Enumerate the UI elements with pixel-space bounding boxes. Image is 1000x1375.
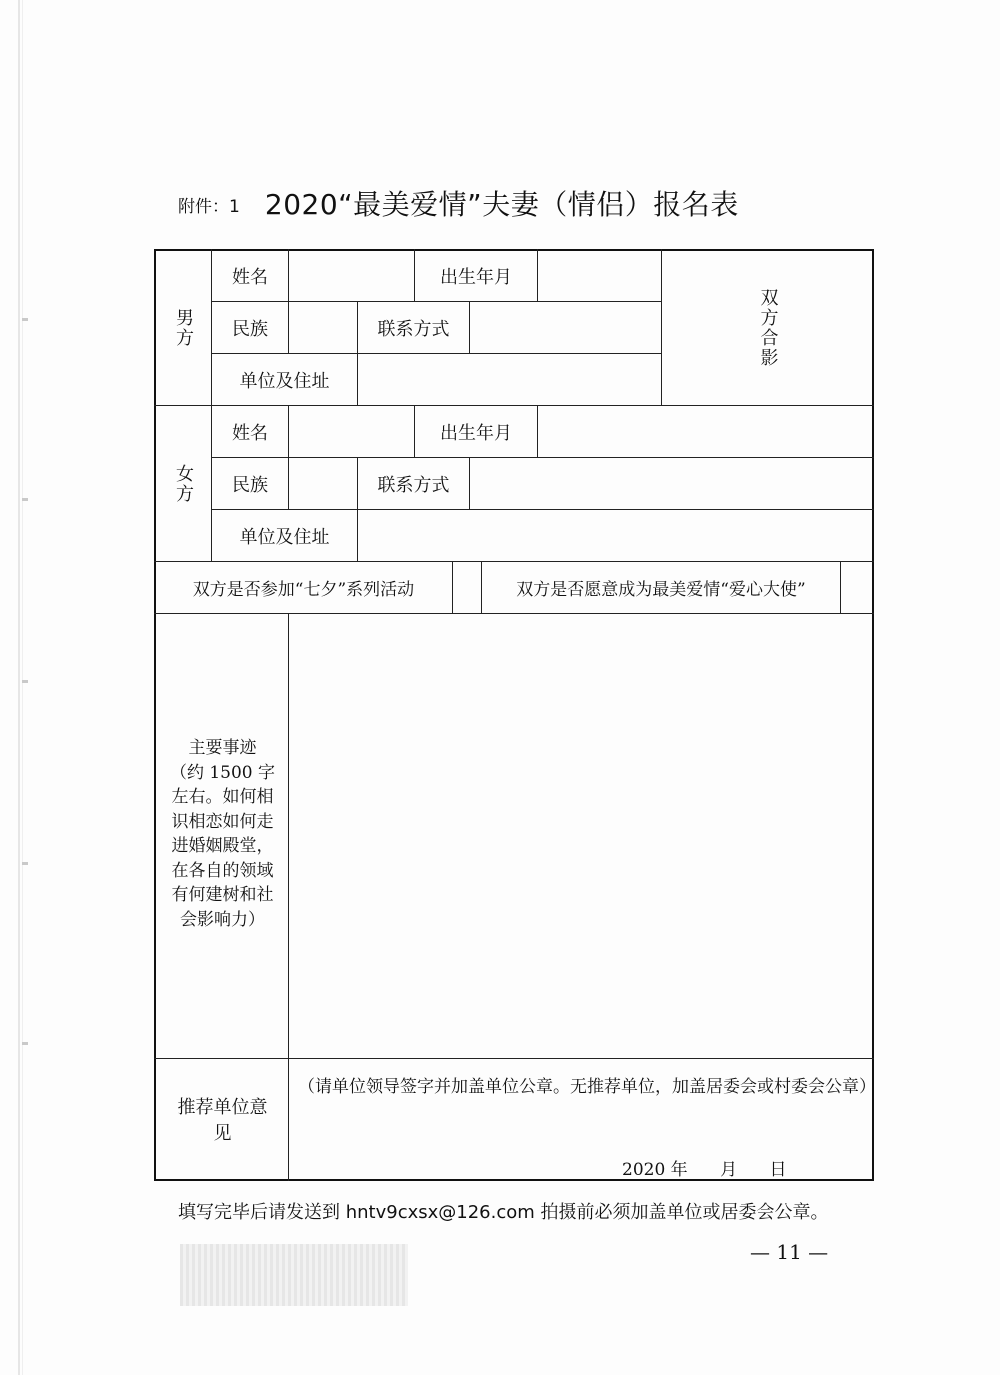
date-month: 月: [720, 1160, 738, 1180]
page-edge: [18, 0, 20, 1375]
deeds-line: 进婚姻殿堂，: [171, 836, 274, 856]
page-edge-inner: [22, 0, 23, 1375]
male-name-label: 姓名: [232, 266, 268, 288]
deeds-line: 主要事迹: [188, 738, 257, 758]
binding-hole-mark: [22, 680, 28, 683]
photo-label: 双方合影: [757, 288, 779, 368]
faded-stamp-region: [180, 1244, 408, 1306]
qixi-question-label: 双方是否参加“七夕”系列活动: [192, 580, 415, 600]
female-address-field[interactable]: [358, 510, 873, 561]
female-address-label: 单位及住址: [239, 526, 330, 548]
ambassador-answer-field[interactable]: [841, 562, 873, 613]
main-deeds-field[interactable]: [289, 614, 873, 1058]
document-header: [178, 183, 739, 223]
submission-note: 填写完毕后请发送到 hntv9cxsx@126.com 拍摄前必须加盖单位或居委会公章。: [178, 1202, 829, 1223]
page-title: 2020“最美爱情”夫妻（情侣）报名表: [264, 188, 739, 221]
female-birth-label: 出生年月: [440, 422, 512, 444]
female-birth-field[interactable]: [538, 406, 873, 457]
deeds-line: 会影响力）: [180, 909, 265, 930]
date-day: 日: [769, 1160, 787, 1180]
female-ethnicity-field[interactable]: [289, 458, 357, 509]
deeds-line: 有何建树和社: [171, 885, 274, 905]
main-deeds-label: [160, 736, 285, 932]
binding-hole-mark: [22, 862, 28, 865]
recommend-label-line: 见: [213, 1123, 232, 1144]
female-ethnicity-label: 民族: [232, 474, 268, 496]
qixi-answer-field[interactable]: [453, 562, 481, 613]
male-contact-field[interactable]: [470, 302, 661, 353]
recommend-label: [160, 1095, 285, 1147]
male-address-label: 单位及住址: [239, 370, 330, 392]
couple-photo-box[interactable]: [662, 250, 873, 405]
row-divider: [154, 1058, 874, 1059]
page-number: — 11 —: [750, 1240, 829, 1264]
male-birth-field[interactable]: [538, 250, 661, 301]
female-name-label: 姓名: [232, 422, 268, 444]
ambassador-question-label: 双方是否愿意成为最美爱情“爱心大使”: [516, 580, 806, 600]
binding-hole-mark: [22, 1042, 28, 1045]
male-name-field[interactable]: [289, 250, 414, 301]
recommend-date[interactable]: [622, 1155, 787, 1180]
deeds-line: （约 1500 字: [169, 762, 276, 783]
female-name-field[interactable]: [289, 406, 414, 457]
male-section-label: 男方: [173, 307, 194, 348]
female-contact-field[interactable]: [470, 458, 873, 509]
female-contact-label: 联系方式: [377, 474, 450, 496]
deeds-line: 左右。如何相: [171, 787, 274, 807]
binding-hole-mark: [22, 498, 28, 501]
deeds-line: 在各自的领域: [171, 860, 274, 881]
recommend-instruction: （请单位领导签字并加盖单位公章。无推荐单位，加盖居委会或村委会公章）: [298, 1077, 876, 1097]
male-contact-label: 联系方式: [377, 318, 450, 340]
female-section-label: 女方: [173, 463, 194, 504]
attachment-label: 附件：1: [178, 197, 240, 217]
deeds-line: 识相恋如何走: [171, 811, 274, 832]
binding-hole-mark: [22, 318, 28, 321]
male-ethnicity-field[interactable]: [289, 302, 357, 353]
male-ethnicity-label: 民族: [232, 318, 268, 340]
recommend-label-line: 推荐单位意: [177, 1097, 268, 1118]
male-address-field[interactable]: [358, 354, 661, 405]
male-birth-label: 出生年月: [440, 266, 512, 288]
date-year: 2020 年: [622, 1160, 688, 1180]
